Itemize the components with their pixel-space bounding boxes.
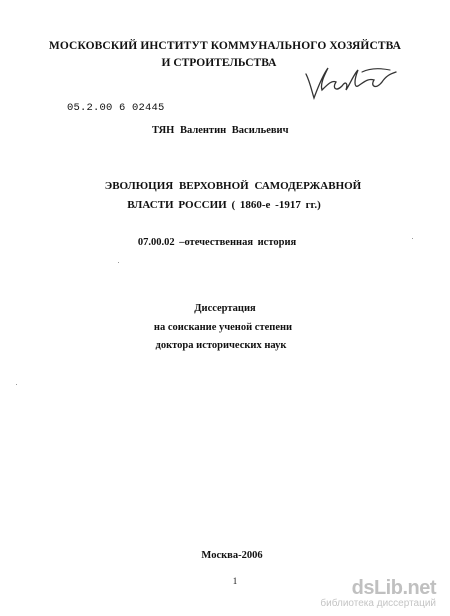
title-line-2: ВЛАСТИ РОССИИ ( 1860-е -1917 гг.): [127, 199, 321, 211]
author-name: ТЯН Валентин Васильевич: [152, 125, 289, 136]
institution-line-1: МОСКОВСКИЙ ИНСТИТУТ КОММУНАЛЬНОГО ХОЗЯЙСТВА: [48, 40, 402, 52]
place-year: Москва-2006: [201, 550, 263, 561]
watermark-subtitle: библиотека диссертаций: [320, 598, 436, 609]
signature-mark: [302, 62, 400, 104]
institution-line-2: И СТРОИТЕЛЬСТВА: [161, 57, 277, 69]
scan-speck: [118, 262, 119, 263]
dslib-watermark: [320, 578, 436, 610]
work-type: Диссертация: [194, 303, 256, 314]
degree-line-2: доктора исторических наук: [155, 340, 287, 351]
specialty-code: 07.00.02 –отечественная история: [137, 237, 297, 248]
watermark-logo: dsLib.net: [351, 577, 436, 599]
scan-speck: [16, 384, 17, 385]
catalog-number: 05.2.00 6 02445: [67, 102, 165, 114]
scan-speck: [412, 238, 413, 239]
degree-line-1: на соискание ученой степени: [153, 322, 293, 333]
title-line-1: ЭВОЛЮЦИЯ ВЕРХОВНОЙ САМОДЕРЖАВНОЙ: [104, 180, 362, 192]
page-number: 1: [232, 576, 238, 586]
